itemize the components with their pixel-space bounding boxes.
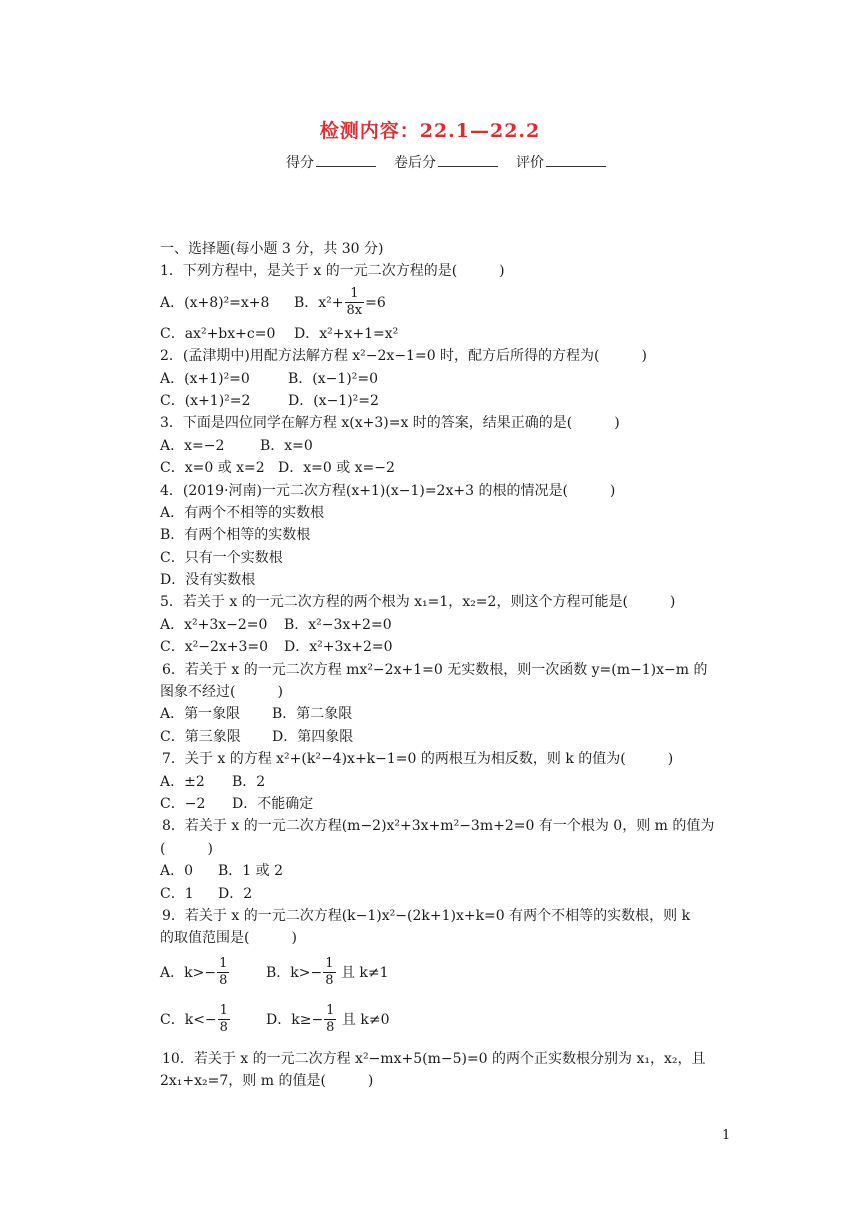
question-7-options-cd	[160, 793, 735, 815]
question-8-options-ab	[160, 860, 735, 882]
option-c: C．1	[160, 885, 194, 902]
option-d: D．没有实数根	[160, 572, 256, 589]
question-3-options-cd	[160, 457, 735, 479]
question-8-options-cd	[160, 883, 735, 905]
section-heading: 一、选择题(每小题 3 分，共 30 分)	[160, 241, 384, 257]
score-blank	[316, 154, 376, 167]
option-c: C．x²−2x+3=0	[160, 639, 269, 656]
fraction: $\frac{1}{8x}$	[346, 286, 363, 319]
fraction: $\frac{1}{8}$	[219, 1003, 228, 1036]
question-6-options-ab	[160, 703, 735, 725]
option-c: C．第三象限	[160, 728, 241, 745]
option-c: C．−2	[160, 795, 206, 812]
score-label: 得分	[286, 155, 314, 171]
question-3-options-ab	[160, 435, 735, 457]
option-d: D．2	[218, 885, 253, 902]
question-9: 9．若关于 x 的一元二次方程(k−1)x²−(2k+1)x+k=0 有两个不相等的实数根，则 k	[162, 907, 691, 924]
question-9-continued: 的取值范围是( )	[160, 930, 297, 947]
option-a: A．有两个不相等的实数根	[160, 504, 325, 521]
option-b: B．k>− $\frac{1}{8}$ 且 k≠1	[266, 956, 389, 989]
question-1-options-cd	[160, 323, 735, 345]
option-d: D．x=0 或 x=−2	[278, 460, 395, 477]
option-a: A．第一象限	[160, 706, 241, 723]
option-a: A．(x+8)²=x+8	[160, 294, 270, 311]
fraction: $\frac{1}{8}$	[219, 956, 228, 989]
question-5-options-ab	[160, 614, 735, 636]
option-b: B．x²−3x+2=0	[284, 616, 392, 633]
question-3: 3．下面是四位同学在解方程 x(x+3)=x 时的答案，结果正确的是( )	[160, 415, 620, 432]
fraction: $\frac{1}{8}$	[325, 956, 334, 989]
option-a: A．x²+3x−2=0	[160, 616, 268, 633]
question-7: 7．关于 x 的方程 x²+(k²−4)x+k−1=0 的两根互为相反数，则 k 的值为( )	[162, 751, 674, 768]
option-a: A．(x+1)²=0	[160, 370, 250, 387]
question-4: 4．(2019·河南)一元二次方程(x+1)(x−1)=2x+3 的根的情况是( )	[160, 482, 616, 499]
question-10: 10．若关于 x 的一元二次方程 x²−mx+5(m−5)=0 的两个正实数根分别为 x₁，x₂，且	[162, 1050, 706, 1067]
question-6-continued: 图象不经过( )	[160, 684, 283, 701]
option-a: A．k>− $\frac{1}{8}$	[160, 956, 228, 989]
option-a: A．0	[160, 863, 194, 880]
question-9-options-ab	[160, 950, 735, 996]
question-10-continued: 2x₁+x₂=7，则 m 的值是( )	[160, 1073, 374, 1090]
option-d: D．k≥− $\frac{1}{8}$ 且 k≠0	[266, 1003, 390, 1036]
final-score-label: 卷后分	[394, 155, 436, 171]
question-list	[160, 238, 735, 1093]
question-8-continued: ( )	[160, 840, 213, 857]
fraction: $\frac{1}{8}$	[326, 1003, 335, 1036]
option-b: B．1 或 2	[218, 863, 284, 880]
option-a: A．x=−2	[160, 437, 225, 454]
question-9-options-cd	[160, 996, 735, 1044]
question-5: 5．若关于 x 的一元二次方程的两个根为 x₁=1，x₂=2，则这个方程可能是( )	[160, 594, 676, 611]
option-b: B．x²+ $\frac{1}{8x}$ =6	[294, 286, 386, 319]
question-5-options-cd	[160, 636, 735, 658]
evaluation-blank	[546, 154, 606, 167]
question-7-options-ab	[160, 771, 735, 793]
page-number: 1	[722, 1128, 731, 1143]
question-2-options-ab	[160, 368, 735, 390]
page-title: 检测内容：22.1—22.2	[319, 120, 541, 142]
question-1-options-ab	[160, 283, 735, 323]
score-line	[286, 152, 624, 172]
question-2-options-cd	[160, 390, 735, 412]
question-1: 1．下列方程中，是关于 x 的一元二次方程的是( )	[160, 263, 505, 280]
option-d: D．x²+3x+2=0	[284, 639, 393, 656]
option-c: C．k<− $\frac{1}{8}$	[160, 1003, 228, 1036]
option-d: D．(x−1)²=2	[288, 392, 379, 409]
option-c: C．(x+1)²=2	[160, 392, 251, 409]
option-d: D．第四象限	[272, 728, 354, 745]
option-c: C．x=0 或 x=2	[160, 460, 265, 477]
option-b: B．第二象限	[272, 706, 353, 723]
question-6-options-cd	[160, 726, 735, 748]
option-b: B．2	[232, 773, 266, 790]
final-score-blank	[438, 154, 498, 167]
option-c: C．只有一个实数根	[160, 549, 283, 566]
option-b: B．(x−1)²=0	[288, 370, 378, 387]
evaluation-label: 评价	[516, 155, 544, 171]
option-b: B．有两个相等的实数根	[160, 527, 311, 544]
question-8: 8．若关于 x 的一元二次方程(m−2)x²+3x+m²−3m+2=0 有一个根为 0，则 m 的值为	[162, 818, 715, 835]
option-a: A．±2	[160, 773, 205, 790]
question-2: 2．(孟津期中)用配方法解方程 x²−2x−1=0 时，配方后所得的方程为( )	[160, 348, 647, 365]
question-6: 6．若关于 x 的一元二次方程 mx²−2x+1=0 无实数根，则一次函数 y=(m−1)x−m 的	[162, 661, 708, 678]
option-c: C．ax²+bx+c=0	[160, 325, 276, 342]
option-b: B．x=0	[260, 437, 313, 454]
option-d: D．不能确定	[232, 795, 314, 812]
option-d: D．x²+x+1=x²	[294, 325, 399, 342]
